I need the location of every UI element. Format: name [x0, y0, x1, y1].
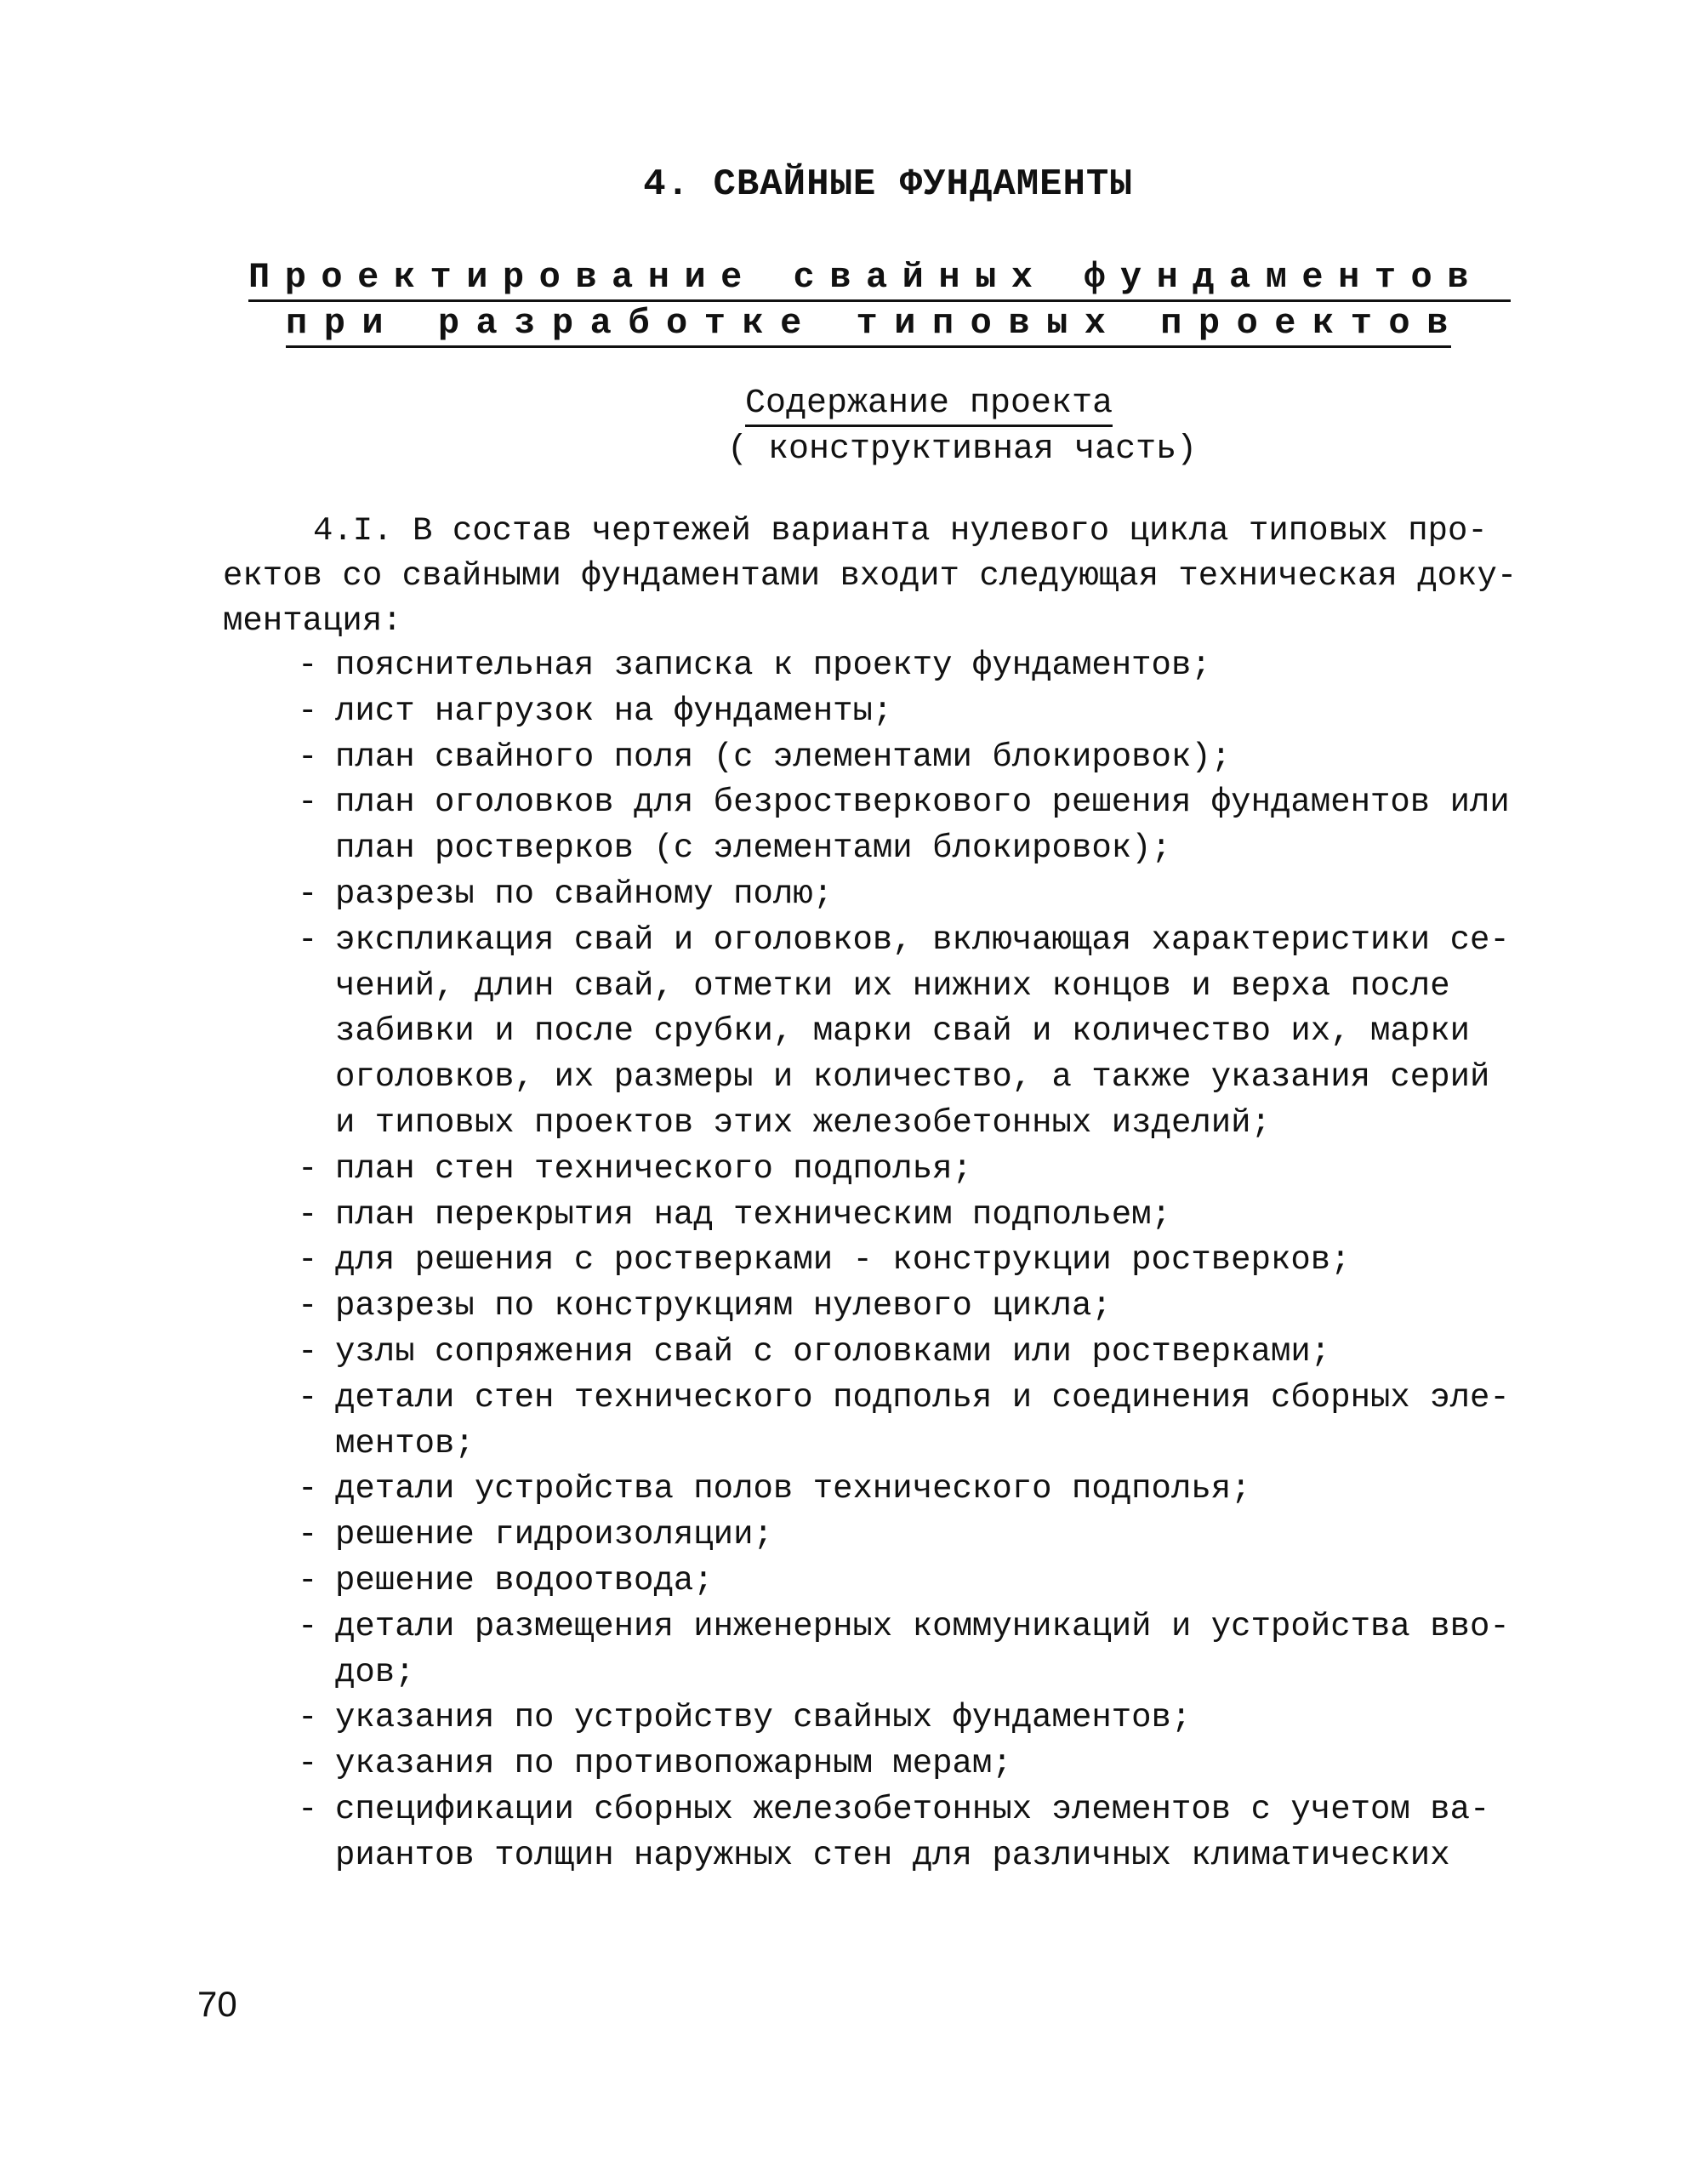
list-item-text: лист нагрузок на фундаменты; — [335, 692, 893, 730]
list-dash: - — [298, 647, 318, 684]
list-item-text: разрезы по конструкциям нулевого цикла; — [335, 1287, 1112, 1325]
list-item — [298, 1467, 1480, 1513]
list-item — [298, 1193, 1480, 1239]
content-title: Содержание проекта — [745, 385, 1113, 427]
list-item-text: риантов толщин наружных стен для различных климатических — [335, 1836, 1450, 1874]
list-dash: - — [298, 1149, 318, 1188]
list-item-text: решение гидроизоляции; — [335, 1516, 773, 1554]
list-dash: - — [298, 1287, 318, 1325]
list-item-text: детали размещения инженерных коммуникаций и устройства вво- — [335, 1607, 1510, 1645]
list-dash: - — [298, 1790, 318, 1828]
list-item-text: детали устройства полов технического подполья; — [335, 1470, 1251, 1508]
list-item-text: дов; — [335, 1653, 415, 1691]
list-dash: - — [298, 692, 318, 730]
list-item — [298, 735, 1480, 781]
page-number: 70 — [197, 1984, 237, 2024]
list-item-text: план оголовков для безростверкового решения фундаментов или — [335, 784, 1510, 822]
list-item — [298, 1559, 1480, 1604]
list-item-text: узлы сопряжения свай с оголовками или ростверками; — [335, 1332, 1331, 1371]
list-dash: - — [298, 738, 318, 776]
chapter-title: 4. СВАЙНЫЕ ФУНДАМЕНТЫ — [643, 163, 1133, 206]
list-item-text: план ростверков (с элементами блокировок); — [335, 829, 1171, 868]
list-item-text: пояснительная записка к проекту фундаментов; — [335, 647, 1211, 684]
list-item — [298, 1284, 1480, 1330]
list-item-text: оголовков, их размеры и количество, а также указания серий — [335, 1058, 1490, 1097]
list-item — [298, 643, 1480, 689]
list-item — [298, 1787, 1490, 1879]
list-item — [298, 872, 1480, 918]
list-item — [298, 1696, 1480, 1741]
list-item-text: указания по противопожарным мерам; — [335, 1745, 1012, 1783]
list-dash: - — [298, 1470, 318, 1508]
list-item-text: чений, длин свай, отметки их нижних концов и верха после — [335, 966, 1450, 1005]
list-item — [298, 1238, 1480, 1284]
list-item — [298, 1376, 1510, 1468]
list-dash: - — [298, 1699, 318, 1737]
paragraph-line: ектов со свайными фундаментами входит следующая техническая доку- — [223, 557, 1517, 595]
list-item-text: план перекрытия над техническим подпольем; — [335, 1195, 1171, 1234]
section-heading-line-2: при разработке типовых проектов — [286, 303, 1451, 348]
list-item-text: забивки и после срубки, марки свай и количество их, марки — [335, 1012, 1471, 1051]
list-item — [298, 1147, 1480, 1193]
list-item — [298, 689, 1480, 735]
list-item — [298, 918, 1510, 1147]
list-item-text: решение водоотвода; — [335, 1561, 714, 1599]
list-dash: - — [298, 1332, 318, 1371]
paragraph-line: ментация: — [223, 602, 402, 640]
intro-paragraph — [223, 509, 1517, 644]
list-item-text: детали стен технического подполья и соединения сборных эле- — [335, 1378, 1510, 1416]
list-item-text: ментов; — [335, 1424, 475, 1462]
list-dash: - — [298, 1516, 318, 1554]
list-item-text: план свайного поля (с элементами блокировок); — [335, 738, 1232, 776]
list-dash: - — [298, 875, 318, 913]
list-dash: - — [298, 1561, 318, 1599]
list-dash: - — [298, 1195, 318, 1234]
list-item-text: и типовых проектов этих железобетонных изделий; — [335, 1103, 1271, 1142]
list-item-text: план стен технического подполья; — [335, 1149, 972, 1188]
list-item — [298, 1330, 1480, 1376]
list-item — [298, 1741, 1480, 1787]
documentation-list — [298, 643, 1510, 1879]
content-subtitle: ( конструктивная часть) — [727, 430, 1198, 469]
list-item — [298, 1604, 1510, 1696]
paragraph-line: 4.I. В состав чертежей варианта нулевого цикла типовых про- — [313, 512, 1488, 550]
list-dash: - — [298, 1241, 318, 1279]
list-item-text: для решения с ростверками - конструкции ростверков; — [335, 1241, 1351, 1279]
list-item-text: экспликация свай и оголовков, включающая характеристики се- — [335, 920, 1510, 959]
list-dash: - — [298, 784, 318, 822]
list-item — [298, 780, 1510, 872]
list-item-text: спецификации сборных железобетонных элементов с учетом ва- — [335, 1790, 1490, 1828]
list-dash: - — [298, 1607, 318, 1645]
section-heading-line-1: Проектирование свайных фундаментов — [248, 257, 1511, 302]
list-dash: - — [298, 920, 318, 959]
list-dash: - — [298, 1378, 318, 1416]
list-dash: - — [298, 1745, 318, 1783]
list-item — [298, 1513, 1480, 1559]
list-item-text: указания по устройству свайных фундаментов; — [335, 1699, 1192, 1737]
list-item-text: разрезы по свайному полю; — [335, 875, 834, 913]
